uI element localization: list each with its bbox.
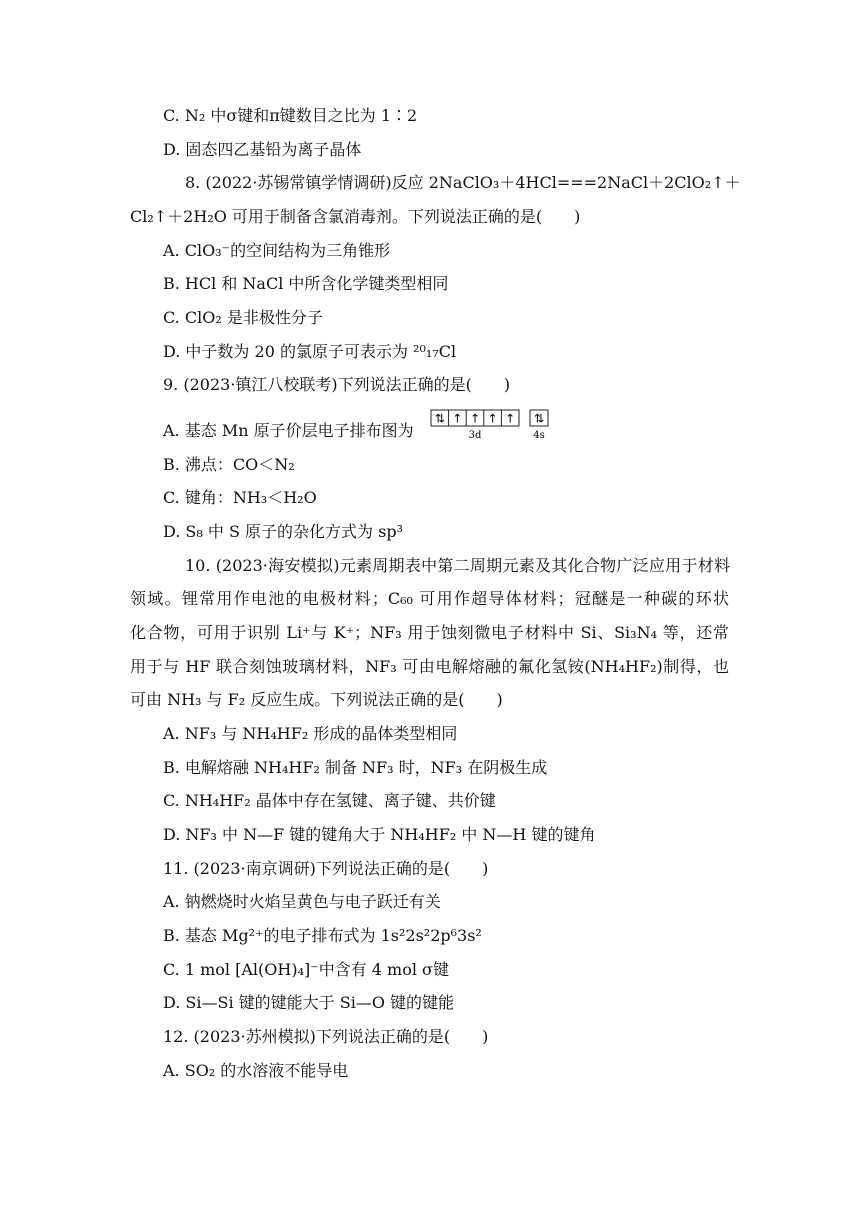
q9-option-b: B. 沸点：CO＜N₂ bbox=[163, 455, 295, 474]
orbital-3d-2: ↑ bbox=[452, 411, 463, 426]
orbital-box-4s bbox=[530, 410, 548, 426]
q11-option-b: B. 基态 Mg²⁺的电子排布式为 1s²2s²2p⁶3s² bbox=[163, 926, 482, 945]
sublevel-label-3d: 3d bbox=[468, 430, 482, 441]
q10-option-a: A. NF₃ 与 NH₄HF₂ 形成的晶体类型相同 bbox=[163, 724, 458, 743]
q8-option-b: B. HCl 和 NaCl 中所含化学键类型相同 bbox=[163, 274, 449, 293]
q11-option-c: C. 1 mol [Al(OH)₄]⁻中含有 4 mol σ键 bbox=[163, 960, 449, 979]
q9-stem: 9. (2023·镇江八校联考)下列说法正确的是( ) bbox=[163, 375, 511, 394]
q9-option-d: D. S₈ 中 S 原子的杂化方式为 sp³ bbox=[163, 522, 403, 541]
orbital-3d-4: ↑ bbox=[487, 411, 498, 426]
q11-stem: 11. (2023·南京调研)下列说法正确的是( ) bbox=[163, 859, 489, 878]
q9-option-a: A. 基态 Mn 原子价层电子排布图为 bbox=[163, 421, 414, 440]
q10-stem-line-4: 用于与 HF 联合刻蚀玻璃材料，NF₃ 可由电解熔融的氟化氢铵(NH₄HF₂)制得，也 bbox=[130, 657, 729, 676]
q8-option-a: A. ClO₃⁻的空间结构为三角锥形 bbox=[163, 241, 391, 260]
q12-stem: 12. (2023·苏州模拟)下列说法正确的是( ) bbox=[163, 1027, 489, 1046]
orbital-3d-3: ↑ bbox=[469, 411, 481, 426]
q7-option-d: D. 固态四乙基铅为离子晶体 bbox=[163, 140, 362, 159]
q11-option-a: A. 钠燃烧时火焰呈黄色与电子跃迁有关 bbox=[163, 892, 441, 911]
q10-stem-line-3: 化合物，可用于识别 Li⁺与 K⁺；NF₃ 用于蚀刻微电子材料中 Si、Si₃N₄ 等，还常 bbox=[130, 623, 729, 642]
q10-stem-line-1: 10. (2023·海安模拟)元素周期表中第二周期元素及其化合物广泛应用于材料 bbox=[185, 556, 730, 575]
orbital-3d-1: ⇅ bbox=[434, 411, 445, 426]
sublevel-label-4s: 4s bbox=[533, 430, 545, 441]
q10-option-c: C. NH₄HF₂ 晶体中存在氢键、离子键、共价键 bbox=[163, 791, 496, 810]
orbital-3d-5: ↑ bbox=[505, 411, 516, 426]
mn-orbital-diagram bbox=[430, 409, 554, 441]
q12-option-a: A. SO₂ 的水溶液不能导电 bbox=[163, 1061, 349, 1080]
q8-stem-line-1: 8. (2022·苏锡常镇学情调研)反应 2NaClO₃＋4HCl===2NaCl＋2ClO₂↑＋ bbox=[185, 173, 741, 192]
q10-stem-line-5: 可由 NH₃ 与 F₂ 反应生成。下列说法正确的是( ) bbox=[130, 690, 503, 709]
orbital-4s-1: ⇅ bbox=[533, 411, 545, 426]
q10-option-d: D. NF₃ 中 N—F 键的键角大于 NH₄HF₂ 中 N—H 键的键角 bbox=[163, 825, 596, 844]
q8-stem-line-2: Cl₂↑＋2H₂O 可用于制备含氯消毒剂。下列说法正确的是( ) bbox=[130, 207, 581, 226]
orbital-boxes-3d bbox=[431, 410, 519, 426]
q8-option-c: C. ClO₂ 是非极性分子 bbox=[163, 308, 323, 327]
q11-option-d: D. Si—Si 键的键能大于 Si—O 键的键能 bbox=[163, 993, 455, 1012]
q9-option-c: C. 键角：NH₃＜H₂O bbox=[163, 488, 317, 507]
q10-option-b: B. 电解熔融 NH₄HF₂ 制备 NF₃ 时，NF₃ 在阴极生成 bbox=[163, 758, 548, 777]
q10-stem-line-2: 领域。锂常用作电池的电极材料；C₆₀ 可用作超导体材料；冠醚是一种碳的环状 bbox=[130, 589, 729, 608]
q7-option-c: C. N₂ 中σ键和π键数目之比为 1∶2 bbox=[163, 106, 418, 125]
q8-option-d: D. 中子数为 20 的氯原子可表示为 ²⁰₁₇Cl bbox=[163, 342, 457, 361]
